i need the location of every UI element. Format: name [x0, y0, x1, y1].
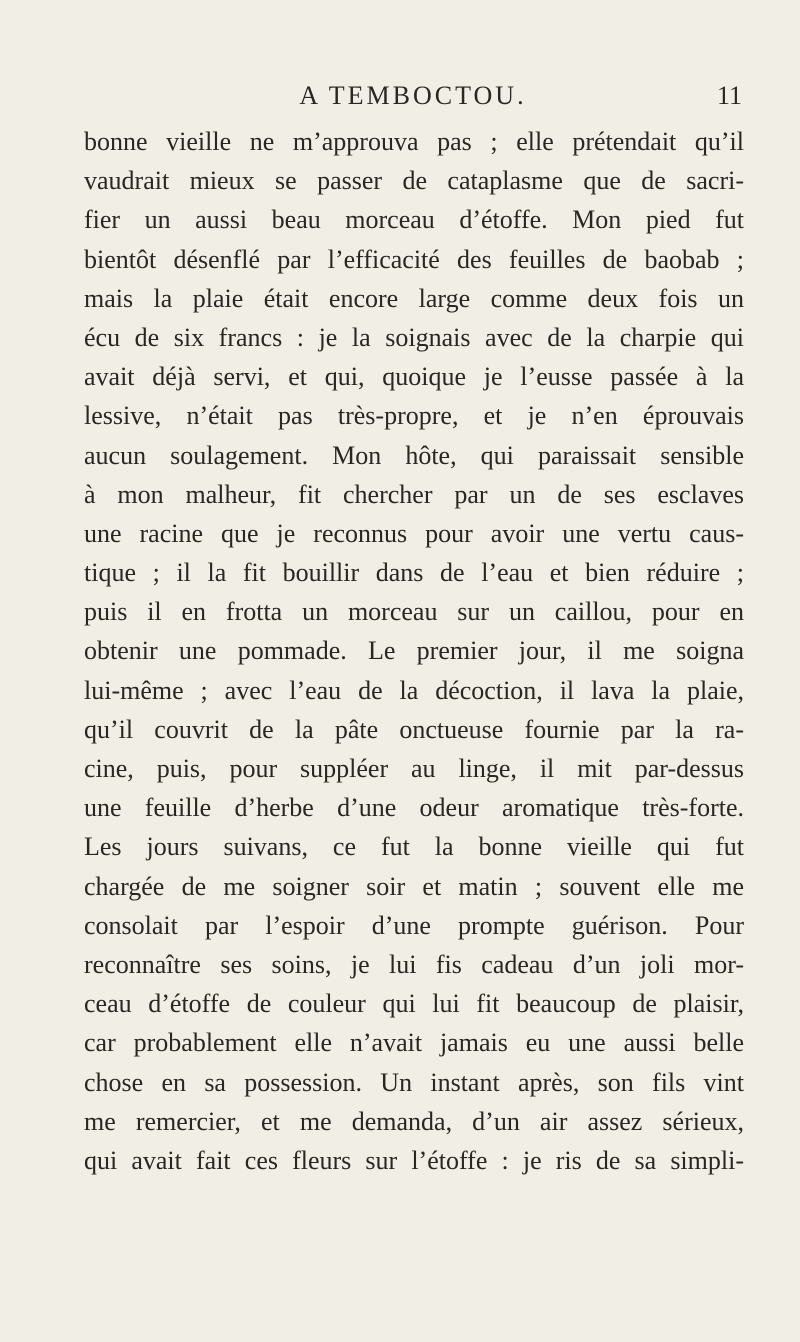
text-line-2: vaudrait mieux se passer de cataplasme que de sacri- — [84, 166, 744, 196]
text-line-18: une feuille d’herbe d’une odeur aromatique très-forte. — [84, 793, 744, 823]
text-line-11: une racine que je reconnus pour avoir une vertu caus- — [84, 518, 744, 548]
text-line-22: reconnaître ses soins, je lui fis cadeau d’un joli mor- — [84, 949, 744, 979]
text-line-6: écu de six francs : je la soignais avec de la charpie qui — [84, 322, 744, 352]
text-line-25: chose en sa possession. Un instant après, son fils vint — [84, 1067, 744, 1097]
text-line-23: ceau d’étoffe de couleur qui lui fit beaucoup de plaisir, — [84, 989, 744, 1019]
text-line-20: chargée de me soigner soir et matin ; souvent elle me — [84, 871, 744, 901]
text-line-27: qui avait fait ces fleurs sur l’étoffe : je ris de sa simpli- — [84, 1145, 744, 1175]
text-line-8: lessive, n’était pas très-propre, et je n’en éprouvais — [84, 401, 744, 431]
text-line-15: lui-même ; avec l’eau de la décoction, il lava la plaie, — [84, 675, 744, 705]
page-number: 11 — [716, 81, 742, 110]
text-line-5: mais la plaie était encore large comme deux fois un — [84, 283, 744, 313]
text-line-16: qu’il couvrit de la pâte onctueuse fournie par la ra- — [84, 714, 744, 744]
text-line-3: fier un aussi beau morceau d’étoffe. Mon pied fut — [84, 205, 744, 235]
body-text — [84, 122, 744, 1180]
text-line-24: car probablement elle n’avait jamais eu une aussi belle — [84, 1028, 744, 1058]
text-line-10: à mon malheur, fit chercher par un de ses esclaves — [84, 479, 744, 509]
text-line-17: cine, puis, pour suppléer au linge, il mit par-dessus — [84, 754, 744, 783]
text-line-26: me remercier, et me demanda, d’un air assez sérieux, — [84, 1106, 744, 1136]
text-line-1: bonne vieille ne m’approuva pas ; elle prétendait qu’il — [84, 127, 744, 156]
running-title: A TEMBOCTOU. — [299, 81, 527, 110]
text-line-9: aucun soulagement. Mon hôte, qui paraissait sensible — [84, 440, 744, 470]
text-line-12: tique ; il la fit bouillir dans de l’eau et bien réduire ; — [84, 558, 744, 588]
text-line-14: obtenir une pommade. Le premier jour, il me soigna — [84, 636, 744, 666]
text-line-19: Les jours suivans, ce fut la bonne vieille qui fut — [84, 832, 744, 862]
text-line-4: bientôt désenflé par l’efficacité des feuilles de baobab ; — [84, 244, 744, 274]
running-head — [84, 78, 742, 114]
text-line-21: consolait par l’espoir d’une prompte guérison. Pour — [84, 910, 744, 940]
text-line-13: puis il en frotta un morceau sur un caillou, pour en — [84, 597, 744, 627]
text-line-7: avait déjà servi, et qui, quoique je l’eusse passée à la — [84, 362, 744, 392]
